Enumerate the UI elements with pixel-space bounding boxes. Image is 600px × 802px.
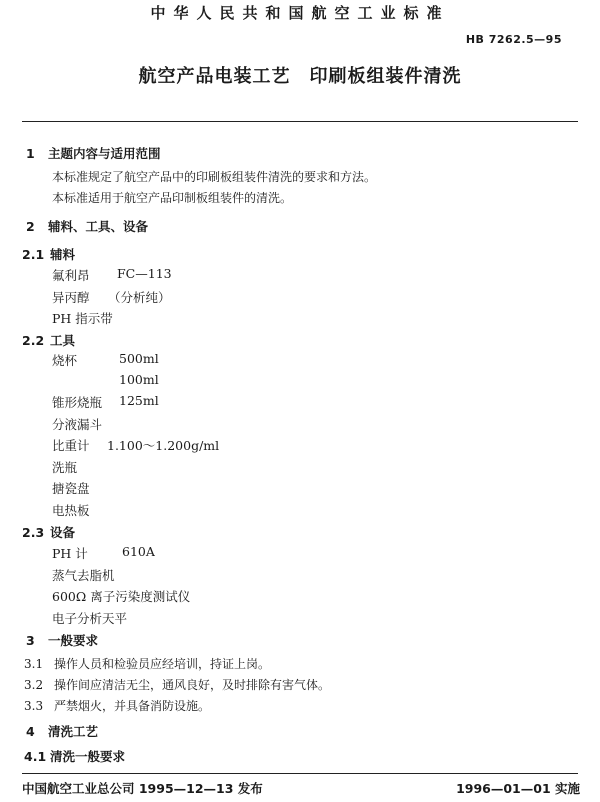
item-spec: 125ml <box>119 393 159 408</box>
section-3-heading <box>26 631 98 649</box>
clause-number: 3.3 <box>24 699 44 713</box>
clause-3-3 <box>24 697 210 714</box>
document-title: 航空产品电装工艺 印刷板组装件清洗 <box>138 66 462 87</box>
clause-text: 操作人员和检验员应经培训，持证上岗。 <box>54 657 271 671</box>
subsection-2-3-heading <box>22 523 75 541</box>
item-name: 比重计 <box>52 438 90 453</box>
title-divider <box>22 121 578 122</box>
tool-item <box>52 479 352 497</box>
section-number: 1 <box>26 146 35 161</box>
section-2-heading <box>26 217 148 235</box>
item-spec: 610A <box>122 544 155 559</box>
subsection-4-1-heading <box>24 747 125 765</box>
footer-divider <box>22 773 578 774</box>
item-name: 电热板 <box>52 503 90 518</box>
clause-3-2 <box>24 676 330 693</box>
section-title: 主题内容与适用范围 <box>48 146 161 161</box>
item-name: PH 计 <box>52 546 88 561</box>
item-name: PH 指示带 <box>52 311 113 326</box>
subsection-title: 工具 <box>50 333 76 348</box>
tool-item <box>52 351 352 369</box>
item-name: 蒸气去脂机 <box>52 568 115 583</box>
subsection-number: 2.1 <box>22 247 45 262</box>
item-name: 分液漏斗 <box>52 417 103 432</box>
item-name: 洗瓶 <box>52 460 78 475</box>
subsection-2-2-heading <box>22 331 75 349</box>
subsection-title: 清洗一般要求 <box>50 749 126 764</box>
section-number: 4 <box>26 724 35 739</box>
subsection-number: 4.1 <box>24 749 47 764</box>
item-name: 烧杯 <box>52 353 78 368</box>
item-spec: 1.100～1.200g/ml <box>107 438 220 453</box>
material-item <box>52 266 352 284</box>
tool-item <box>52 415 352 433</box>
clause-number: 3.2 <box>24 678 44 692</box>
subsection-title: 辅料 <box>50 247 76 262</box>
standard-number: HB 7262.5—95 <box>465 33 562 46</box>
section-1-paragraph-1: 本标准规定了航空产品中的印刷板组装件清洗的要求和方法。 <box>52 170 377 184</box>
section-4-heading <box>26 722 98 740</box>
item-name: 氟利昂 <box>52 268 90 283</box>
subsection-number: 2.2 <box>22 333 45 348</box>
equipment-item <box>52 609 352 627</box>
item-name: 异丙醇 <box>52 290 90 305</box>
item-spec: 100ml <box>119 372 159 387</box>
material-item <box>52 288 352 306</box>
tool-item <box>52 393 352 411</box>
tool-item <box>52 436 352 454</box>
material-item <box>52 309 352 327</box>
equipment-item <box>52 587 352 605</box>
section-1-paragraph-2: 本标准适用于航空产品印制板组装件的清洗。 <box>52 191 293 205</box>
subsection-number: 2.3 <box>22 525 45 540</box>
item-spec: 500ml <box>119 351 159 366</box>
subsection-2-1-heading <box>22 245 75 263</box>
standard-header: 中华人民共和国航空工业标准 <box>150 4 450 22</box>
clause-text: 操作间应清洁无尘，通风良好，及时排除有害气体。 <box>54 678 331 692</box>
section-title: 清洗工艺 <box>48 724 99 739</box>
item-name: 搪瓷盘 <box>52 481 90 496</box>
item-spec: （分析纯） <box>108 290 171 305</box>
clause-text: 严禁烟火，并具备消防设施。 <box>54 699 211 713</box>
equipment-item <box>52 544 352 562</box>
tool-item <box>52 458 352 476</box>
section-number: 3 <box>26 633 35 648</box>
section-title: 辅料、工具、设备 <box>48 219 149 234</box>
item-name: 锥形烧瓶 <box>52 395 103 410</box>
issue-info: 中国航空工业总公司 1995—12—13 发布 <box>22 781 263 796</box>
clause-number: 3.1 <box>24 657 44 671</box>
tool-item <box>52 501 352 519</box>
clause-3-1 <box>24 655 270 672</box>
item-name: 电子分析天平 <box>52 611 128 626</box>
section-title: 一般要求 <box>48 633 99 648</box>
item-spec: FC—113 <box>117 266 172 281</box>
item-name: 600Ω 离子污染度测试仪 <box>52 589 191 604</box>
section-1-heading <box>26 144 161 162</box>
section-number: 2 <box>26 219 35 234</box>
equipment-item <box>52 566 352 584</box>
subsection-title: 设备 <box>50 525 76 540</box>
effective-date: 1996—01—01 实施 <box>456 781 580 796</box>
